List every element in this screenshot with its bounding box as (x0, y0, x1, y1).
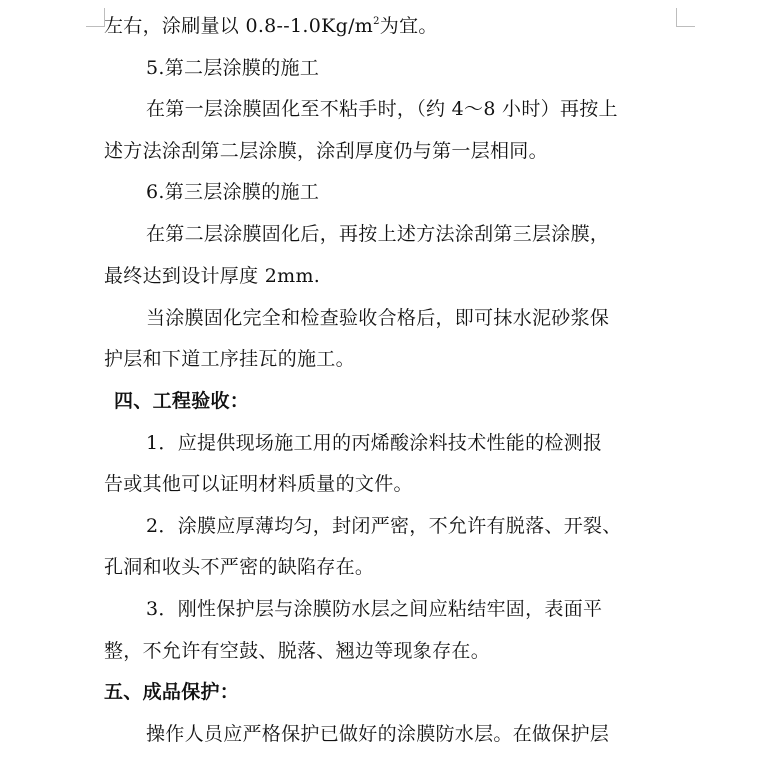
paragraph-line: 1．应提供现场施工用的丙烯酸涂料技术性能的检测报 (146, 432, 603, 454)
paragraph-line: 告或其他可以证明材料质量的文件。 (104, 473, 413, 495)
paragraph-line: 在第一层涂膜固化至不粘手时，（约 4～8 小时）再按上 (146, 98, 618, 120)
page-corner-mark-right (676, 8, 695, 27)
paragraph-line: 述方法涂刮第二层涂膜，涂刮厚度仍与第一层相同。 (104, 140, 548, 162)
paragraph-line: 整，不允许有空鼓、脱落、翘边等现象存在。 (104, 640, 491, 662)
paragraph-line: 操作人员应严格保护已做好的涂膜防水层。在做保护层 (146, 723, 610, 745)
section-title-acceptance: 四、工程验收： (114, 390, 250, 412)
paragraph-line: 左右，涂刷量以 $0.8--1.0Kg/m^2$为宜。 (104, 15, 438, 37)
paragraph-line: 2．涂膜应厚薄均匀，封闭严密，不允许有脱落、开裂、 (146, 515, 622, 537)
paragraph-line: 孔洞和收头不严密的缺陷存在。 (104, 556, 375, 578)
page-corner-mark-left (86, 8, 105, 27)
section-heading-5: 5.第二层涂膜的施工 (146, 57, 320, 79)
section-heading-6: 6.第三层涂膜的施工 (146, 181, 320, 203)
paragraph-line: 护层和下道工序挂瓦的施工。 (104, 348, 355, 370)
section-title-product-protection: 五、成品保护： (104, 681, 240, 703)
paragraph-line: 3．刚性保护层与涂膜防水层之间应粘结牢固，表面平 (146, 598, 603, 620)
paragraph-line: 在第二层涂膜固化后，再按上述方法涂刮第三层涂膜， (146, 223, 610, 245)
paragraph-line: 最终达到设计厚度 2mm. (104, 265, 321, 287)
paragraph-line: 当涂膜固化完全和检查验收合格后，即可抹水泥砂浆保 (146, 307, 610, 329)
